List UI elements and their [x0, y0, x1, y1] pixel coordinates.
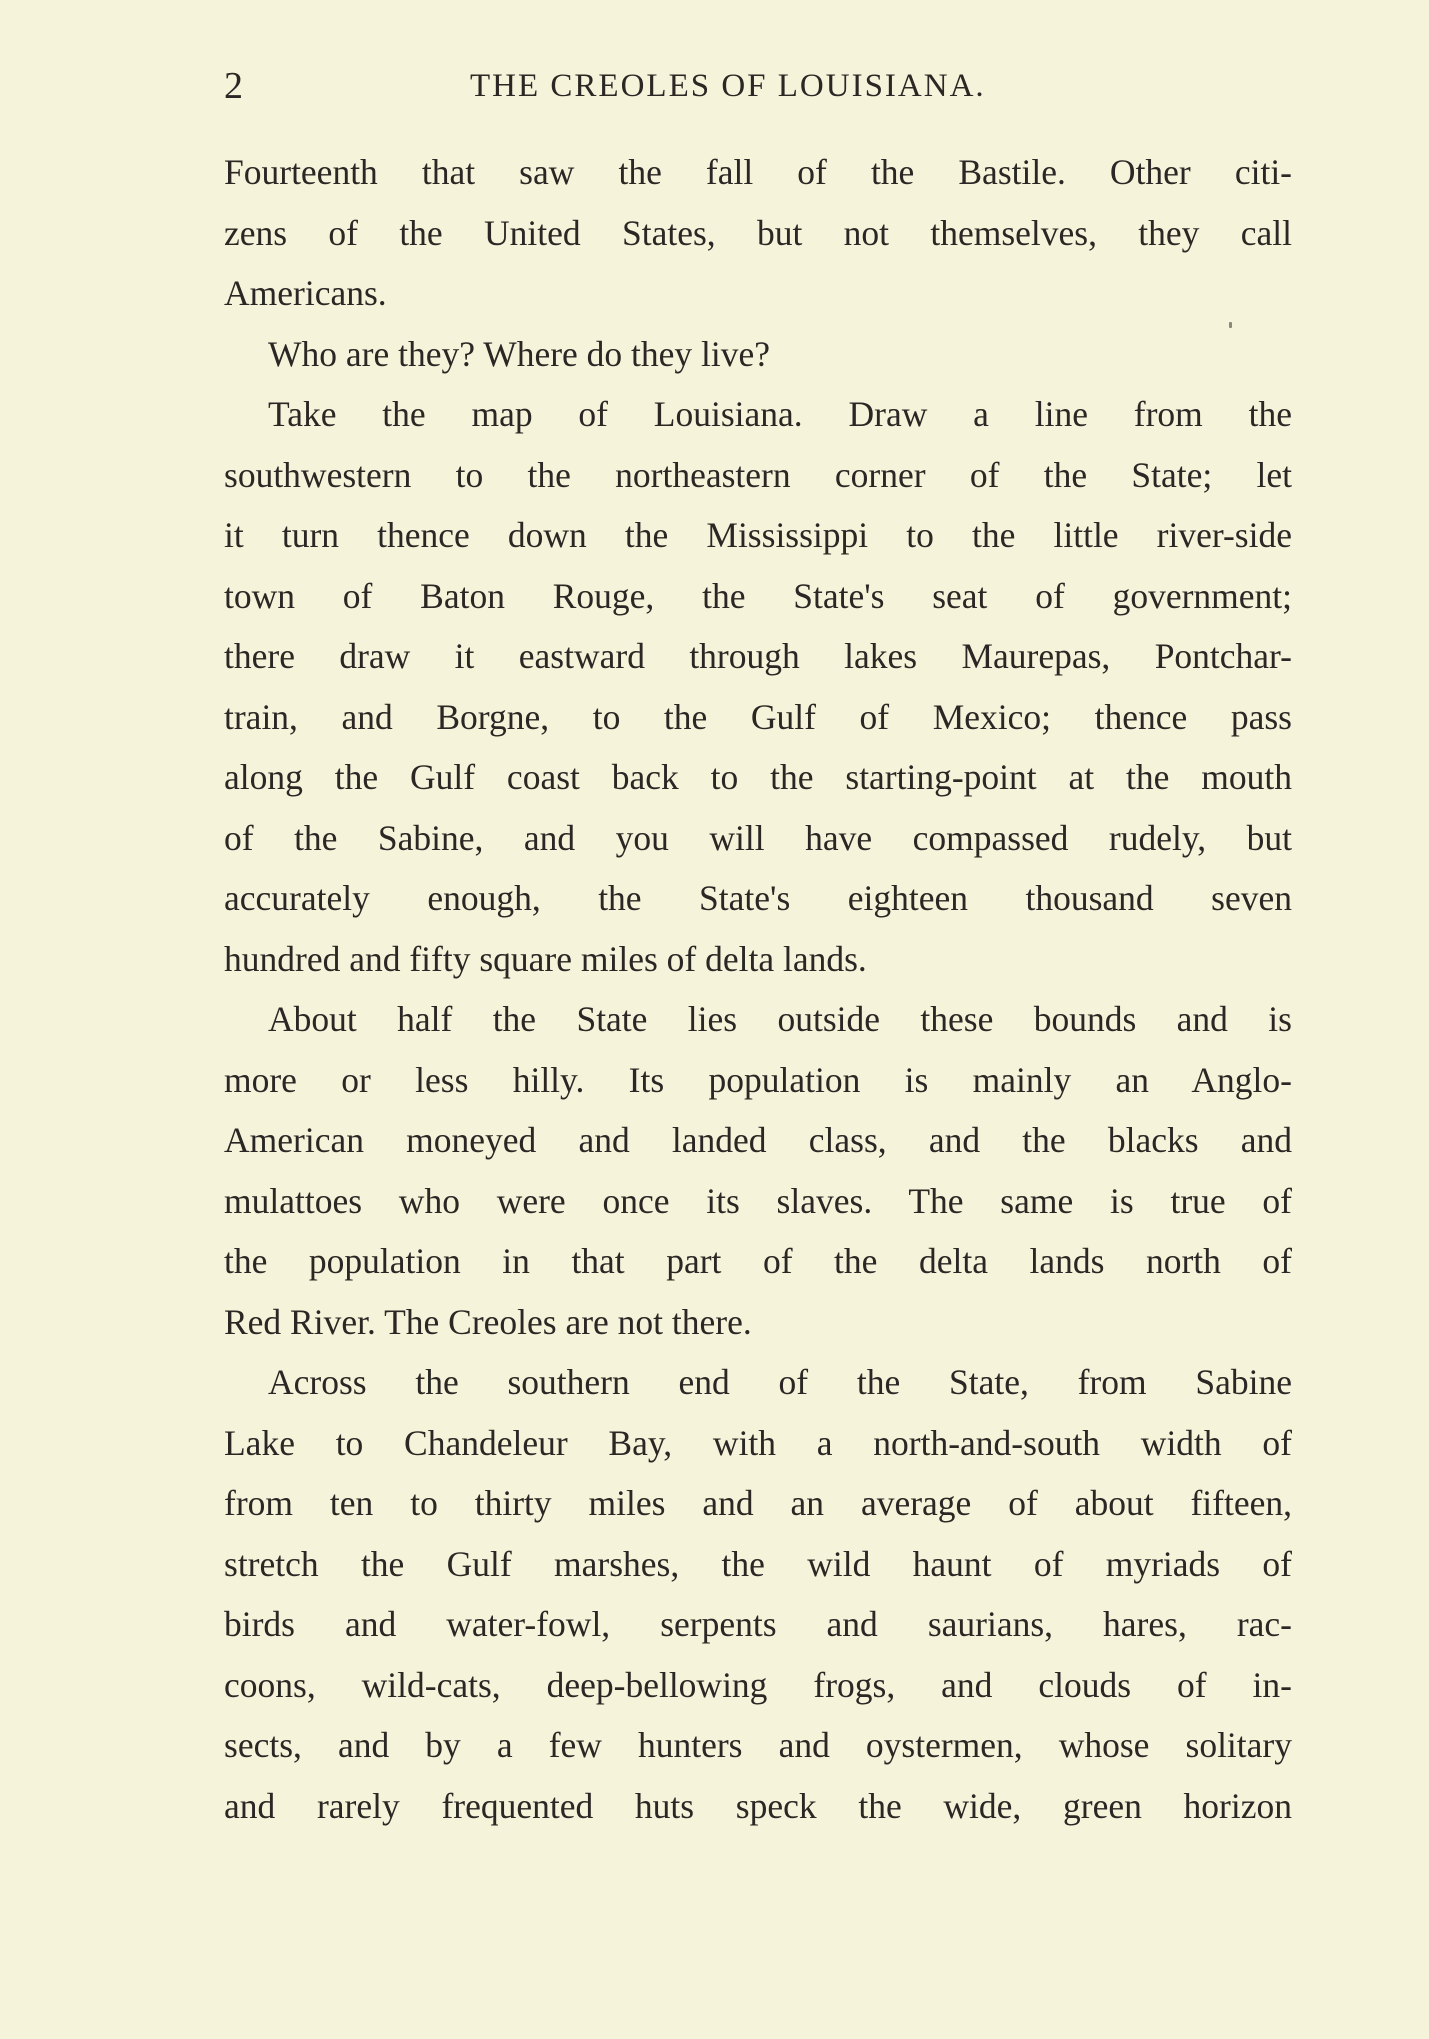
running-title: THE CREOLES OF LOUISIANA.: [470, 68, 986, 104]
text-line: Take the map of Louisiana. Draw a line from the: [268, 394, 1292, 434]
text-line: Fourteenth that saw the fall of the Bastile. Other citi-: [224, 152, 1292, 192]
text-line: coons, wild-cats, deep-bellowing frogs, and clouds of in-: [224, 1664, 1292, 1705]
text-line: train, and Borgne, to the Gulf of Mexico; thence pass: [224, 696, 1292, 737]
text-line: mulattoes who were once its slaves. The same is true of: [224, 1180, 1292, 1221]
text-line: along the Gulf coast back to the starting-point at the mouth: [224, 757, 1292, 797]
text-line: Red River. The Creoles are not there.: [224, 1301, 752, 1342]
text-line: hundred and fifty square miles of delta lands.: [224, 938, 867, 979]
text-line: more or less hilly. Its population is mainly an Anglo-: [224, 1059, 1292, 1100]
text-line: Lake to Chandeleur Bay, with a north-and-south width of: [224, 1422, 1292, 1463]
text-line: the population in that part of the delta lands north of: [224, 1241, 1292, 1281]
text-line: American moneyed and landed class, and the blacks and: [224, 1120, 1292, 1160]
page-number: 2: [224, 65, 243, 107]
text-line: accurately enough, the State's eighteen thousand seven: [224, 878, 1292, 918]
running-head: [224, 64, 1292, 114]
text-line: Across the southern end of the State, from Sabine: [268, 1362, 1292, 1402]
text-line: About half the State lies outside these bounds and is: [268, 999, 1292, 1039]
body-text: [224, 142, 1292, 1836]
text-line: southwestern to the northeastern corner of the State; let: [224, 454, 1292, 495]
text-line: Who are they? Where do they live?: [268, 333, 771, 374]
text-line: zens of the United States, but not themselves, they call: [224, 212, 1292, 253]
text-line: from ten to thirty miles and an average of about fifteen,: [224, 1483, 1292, 1523]
text-line: it turn thence down the Mississippi to the little river-side: [224, 515, 1292, 555]
text-line: stretch the Gulf marshes, the wild haunt of myriads of: [224, 1543, 1292, 1584]
text-line: birds and water-fowl, serpents and saurians, hares, rac-: [224, 1604, 1292, 1644]
text-line: and rarely frequented huts speck the wide, green horizon: [224, 1785, 1292, 1826]
text-line: Americans.: [224, 273, 387, 313]
text-line: there draw it eastward through lakes Maurepas, Pontchar-: [224, 636, 1292, 676]
text-line: of the Sabine, and you will have compassed rudely, but: [224, 817, 1292, 858]
text-line: sects, and by a few hunters and oystermen, whose solitary: [224, 1725, 1292, 1765]
text-line: town of Baton Rouge, the State's seat of government;: [224, 575, 1292, 616]
